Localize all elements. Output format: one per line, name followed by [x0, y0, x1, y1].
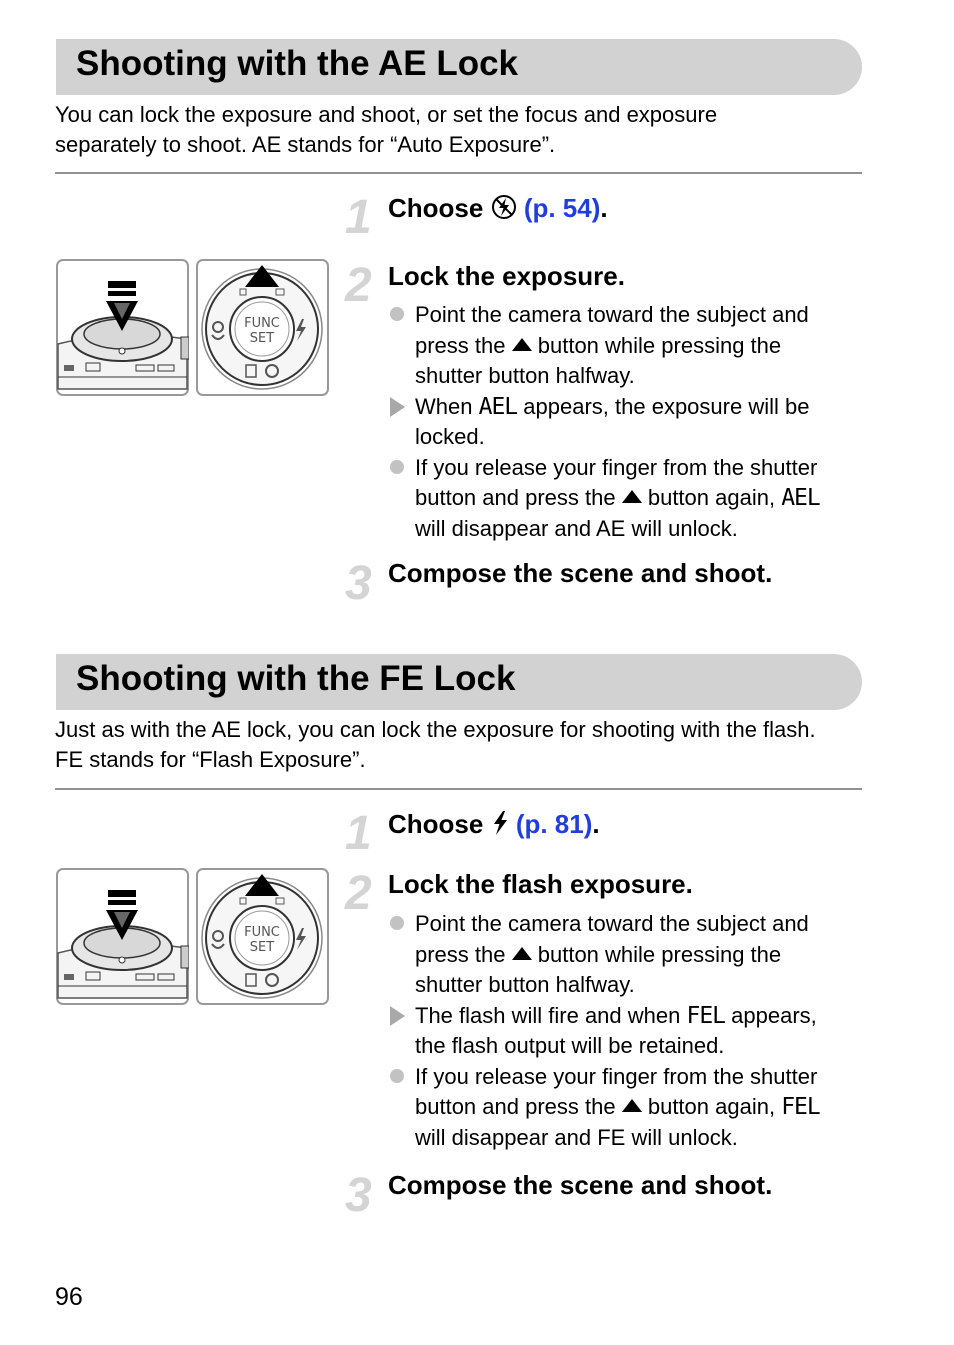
svg-text:SET: SET — [249, 331, 275, 346]
step-title: Choose (p. 81). — [388, 808, 600, 843]
section-title: Shooting with the AE Lock — [76, 44, 519, 83]
page-number: 96 — [55, 1283, 83, 1311]
control-dial-illustration — [196, 259, 329, 396]
up-arrow-icon — [512, 947, 532, 960]
bullet-item: Point the camera toward the subject and press the button while pressing the shutter button halfway. — [388, 300, 858, 392]
divider — [55, 788, 862, 790]
bullet-item: If you release your finger from the shutter button and press the button again, AEL will disappear and AE will unlock. — [388, 453, 858, 545]
divider — [55, 172, 862, 174]
up-arrow-icon — [622, 490, 642, 503]
section-banner-fe — [56, 654, 862, 710]
step-number: 1 — [345, 807, 372, 860]
step-number: 3 — [345, 1169, 372, 1222]
result-triangle-icon — [388, 1001, 410, 1031]
fel-indicator: FEL — [686, 1002, 726, 1029]
ael-indicator: AEL — [781, 485, 820, 511]
bullet-dot-icon — [388, 300, 410, 330]
section-title: Shooting with the FE Lock — [76, 659, 516, 698]
bullet-item: If you release your finger from the shutter button and press the button again, FEL will disappear and FE will unlock. — [388, 1062, 858, 1154]
step-title: Compose the scene and shoot. — [388, 1170, 773, 1200]
svg-text:FUNC: FUNC — [244, 925, 280, 940]
step-number: 2 — [345, 867, 372, 920]
step-number: 1 — [345, 191, 372, 244]
control-dial-illustration — [196, 868, 329, 1005]
up-arrow-icon — [622, 1099, 642, 1112]
step-title: Lock the flash exposure. — [388, 869, 693, 899]
step-title: Compose the scene and shoot. — [388, 558, 773, 588]
bullet-item: Point the camera toward the subject and press the button while pressing the shutter button halfway. — [388, 909, 858, 1001]
shutter-button-illustration — [56, 259, 189, 396]
svg-text:SET: SET — [249, 940, 275, 955]
result-triangle-icon — [388, 392, 410, 422]
bullet-dot-icon — [388, 1062, 410, 1092]
section-intro: Just as with the AE lock, you can lock the exposure for shooting with the flash. FE stands for “Flash Exposure”. — [55, 717, 816, 772]
shutter-button-illustration — [56, 868, 189, 1005]
bullet-item: When AEL appears, the exposure will be locked. — [388, 392, 858, 453]
step-title: Choose (p. 54). — [388, 192, 608, 227]
bullet-dot-icon — [388, 909, 410, 939]
step-bullets — [388, 300, 858, 544]
bullet-dot-icon — [388, 453, 410, 483]
section-intro: You can lock the exposure and shoot, or set the focus and exposure separately to shoot. AE stands for “Auto Exposure”. — [55, 102, 718, 157]
step-number: 2 — [345, 259, 372, 312]
fel-indicator: FEL — [781, 1094, 820, 1120]
page-link[interactable]: (p. 54) — [523, 193, 601, 223]
flash-off-icon — [491, 194, 517, 227]
ael-indicator: AEL — [478, 393, 518, 420]
up-arrow-icon — [512, 338, 532, 351]
svg-text:FUNC: FUNC — [244, 316, 280, 331]
step-number: 3 — [345, 557, 372, 610]
flash-on-icon — [491, 810, 509, 843]
section-banner-ae — [56, 39, 862, 95]
bullet-item: The flash will fire and when FEL appears, the flash output will be retained. — [388, 1001, 858, 1062]
step-bullets — [388, 909, 858, 1153]
step-title: Lock the exposure. — [388, 261, 625, 291]
page-link[interactable]: (p. 81) — [515, 809, 593, 839]
